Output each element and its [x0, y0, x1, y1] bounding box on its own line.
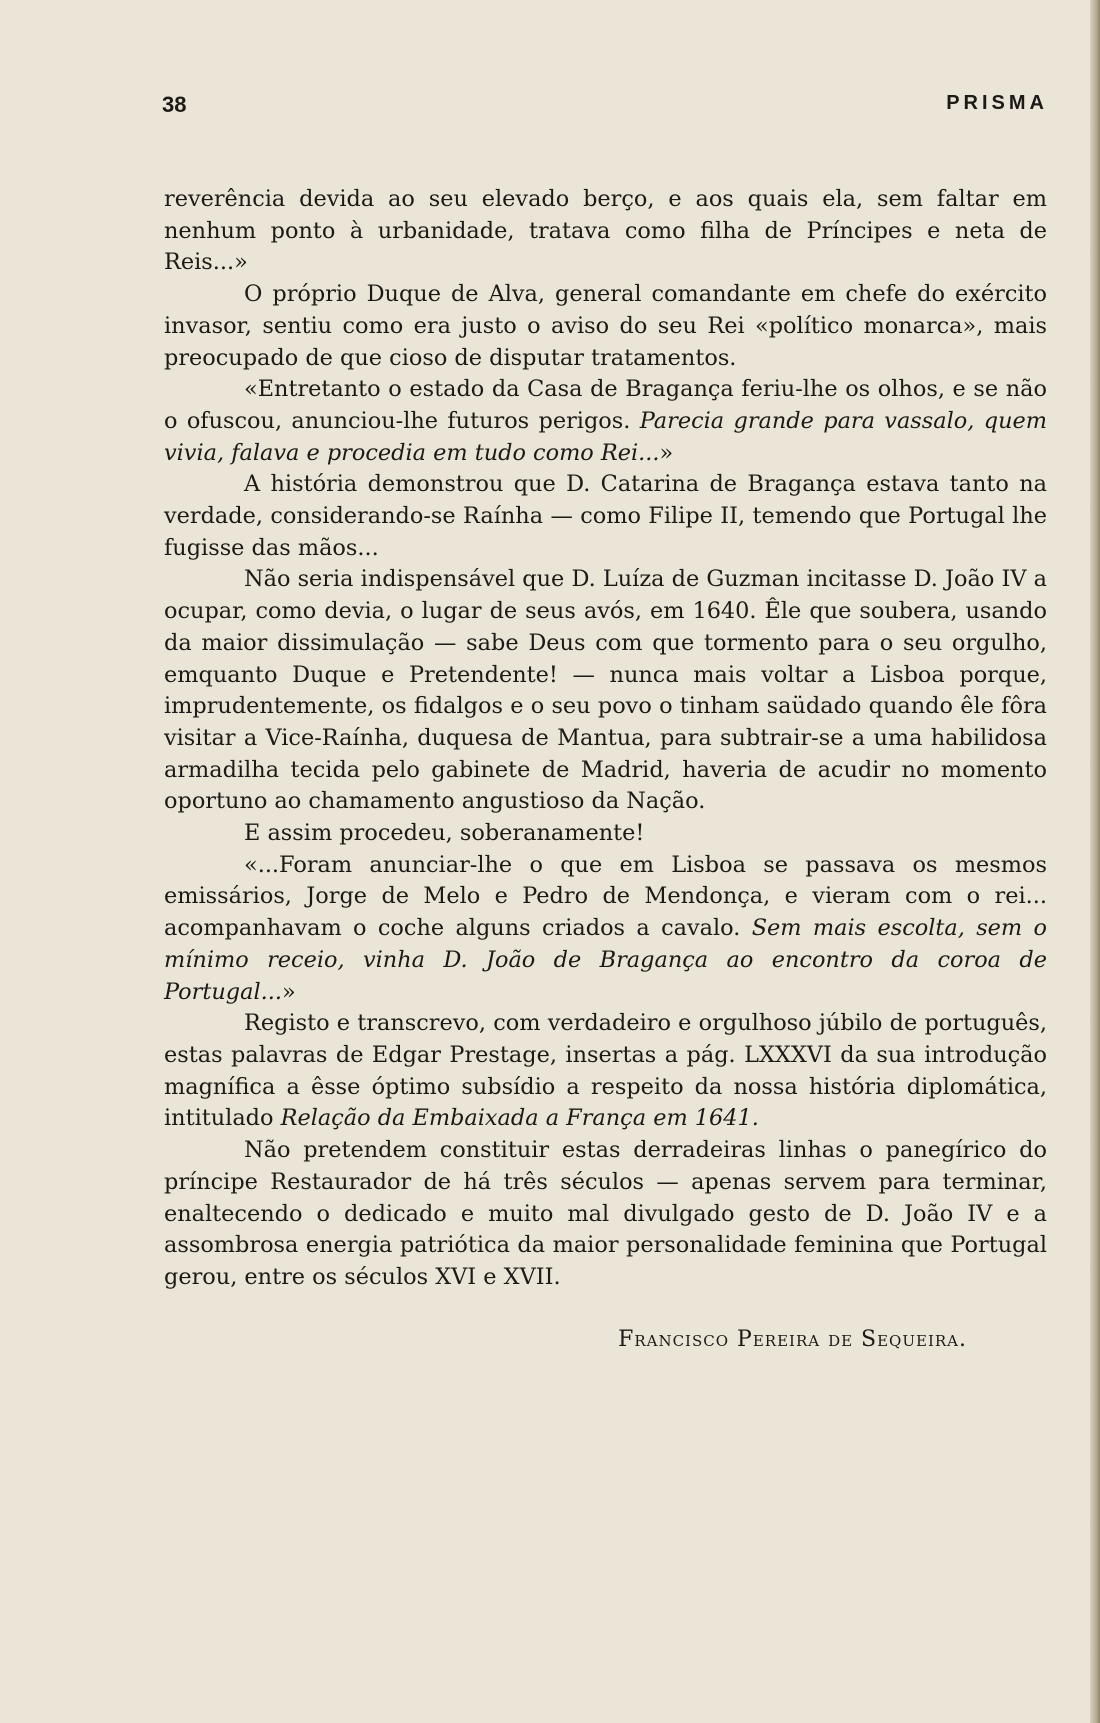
text-segment: Não pretendem constituir estas derradeiras linhas o panegírico do príncipe Restaurador de há três séculos — apenas servem para terminar, enaltecendo o dedicado e muito mal divulgado gesto de D. João IV e a assombrosa energia patriótica da maior personalidade feminina que Portugal gerou, entre os séculos XVI e XVII.: [164, 1137, 1047, 1290]
italic-quote: Sem mais escolta, sem o mínimo receio, vinha D. João de Bragança ao encontro da coroa de Portugal...: [164, 915, 1047, 1005]
paragraph: [164, 1008, 1047, 1135]
page-number: 38: [162, 92, 187, 117]
author-signature: Francisco Pereira de Sequeira.: [618, 1327, 967, 1352]
article-body: [164, 184, 1047, 1294]
text-segment: Registo e transcrevo, com verdadeiro e orgulhoso júbilo de português, estas palavras de Edgar Prestage, insertas a pág. LXXXVI da sua introdução magnífica a êsse óptimo subsídio a respeito da nossa história diplomática, intitulado: [164, 1010, 1047, 1132]
paragraph: [164, 1135, 1047, 1294]
text-segment: reverência devida ao seu elevado berço, e aos quais ela, sem faltar em nenhum ponto à urbanidade, tratava como filha de Príncipes e neta de Reis...»: [164, 186, 1047, 276]
text-segment: Não seria indispensável que D. Luíza de Guzman incitasse D. João IV a ocupar, como devia, o lugar de seus avós, em 1640. Êle que soubera, usando da maior dissimulação — sabe Deus com que tormento para o seu orgulho, emquanto Duque e Pretendente! — nunca mais voltar a Lisboa porque, imprudentemente, os fidalgos e o seu povo o tinham saüdado quando êle fôra visitar a Vice-Raínha, duquesa de Mantua, para subtrair-se a uma habilidosa armadilha tecida pelo gabinete de Madrid, haveria de acudir no momento oportuno ao chamamento angustioso da Nação.: [164, 566, 1047, 815]
paragraph: [164, 279, 1047, 374]
text-segment: O próprio Duque de Alva, general comandante em chefe do exército invasor, sentiu como era justo o aviso do seu Rei «político monarca», mais preocupado de que cioso de disputar tratamentos.: [164, 281, 1047, 371]
text-segment: A história demonstrou que D. Catarina de Bragança estava tanto na verdade, considerando-se Raínha — como Filipe II, temendo que Portugal lhe fugisse das mãos...: [164, 471, 1047, 561]
page-header: [162, 92, 1048, 122]
paragraph: [164, 850, 1047, 1009]
text-segment: E assim procedeu, soberanamente!: [244, 820, 645, 847]
running-title: PRISMA: [946, 92, 1048, 114]
text-segment: »: [659, 439, 674, 466]
paragraph: [164, 374, 1047, 469]
text-segment: »: [281, 978, 296, 1005]
italic-quote: Relação da Embaixada a França em 1641.: [280, 1105, 759, 1132]
text-segment: «Entretanto o estado da Casa de Bragança feriu-lhe os olhos, e se não o ofuscou, anunciou-lhe futuros perigos.: [164, 376, 1047, 434]
italic-quote: Parecia grande para vassalo, quem vivia, falava e procedia em tudo como Rei...: [164, 407, 1047, 466]
paragraph: [164, 564, 1047, 818]
paragraph: [164, 469, 1047, 564]
text-segment: «...Foram anunciar-lhe o que em Lisboa se passava os mesmos emissários, Jorge de Melo e Pedro de Mendonça, e vieram com o rei... acompanhavam o coche alguns criados a cavalo.: [164, 851, 1047, 942]
page-edge: [1090, 0, 1100, 1723]
paragraph: [164, 184, 1047, 279]
paragraph: [164, 818, 1047, 850]
